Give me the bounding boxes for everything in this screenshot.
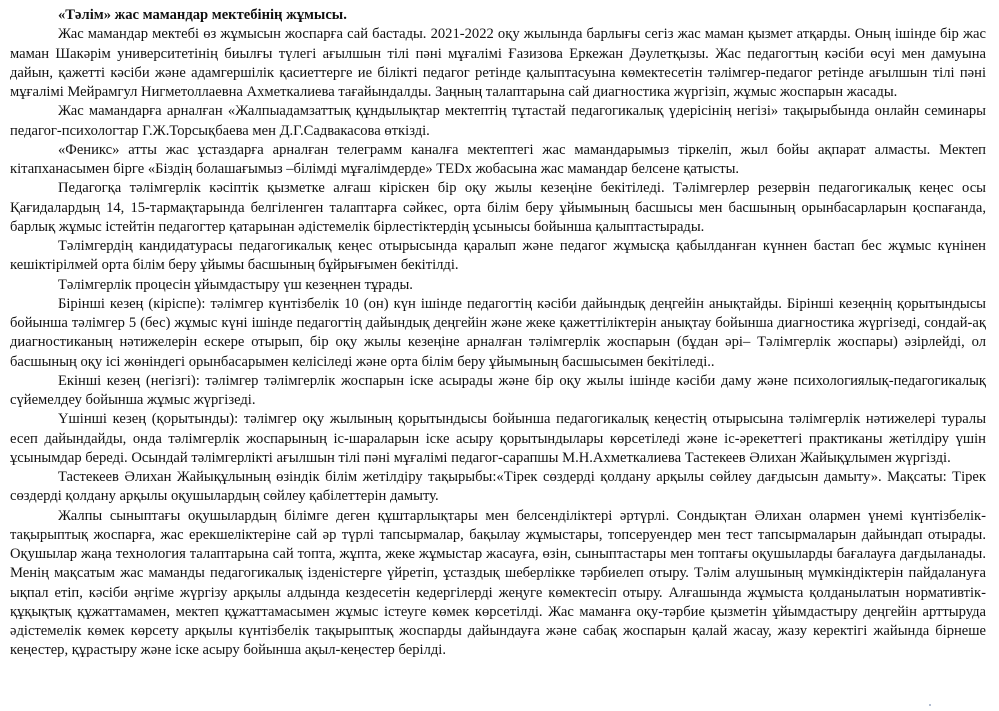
paragraph: Үшінші кезең (қорытынды): тәлімгер оқу жылының қорытындысы бойынша педагогикалық кеңестің отырысына тәлімгерлік нәтижелері туралы есеп дайындайды, онда тәлімгерлік жоспарының іс-шараларын іске асыру қорытындылары көрсетіледі және іс-әрекеттегі практиканы жетілдіру үшін ұсынымдар береді. Осындай тәлімгерлікті ағылшын тілі пәні мұғалімі педагог-сарапшы М.Н.Ахметкалиева Тастекеев Әлихан Жайықұлымен жүргізді. — [10, 411, 986, 466]
paragraph: Жас мамандар мектебі өз жұмысын жоспарға сай бастады. 2021-2022 оқу жылында барлығы сегіз жас маман қызмет атқарды. Оның ішінде бір жас маман Шакәрім университетінің биылғы түлегі ағылшын тілі пәні мұғалімі Ғазизова Еркежан Дәулетқызы. Жас педагогтың кәсіби өсуі мен дамуына дайын, қажетті кәсіби және адамгершілік қасиеттерге ие білікті педагог ретінде қалыптасуына көмектесетін тәлімгер-педагог ретінде ағылшын тілі пәні мұғалімі Мейрамгул Нигметоллаевна Ахметкалиева тағайындалды. Заңның талаптарына сай диагностика жүргізіп, жұмыс жоспарын жасады. — [10, 26, 986, 100]
paragraph: Тәлімгердің кандидатурасы педагогикалық кеңес отырысында қаралып және педагог жұмысқа қабылданған күннен бастап бес жұмыс күнінен кешіктірілмей орта білім беру ұйымы басшының бұйрығымен бекітілді. — [10, 238, 986, 274]
paragraph: Жалпы сыныптағы оқушылардың білімге деген құштарлықтары мен белсенділіктері әртүрлі. Сондықтан Әлихан олармен үнемі күнтізбелік-тақырыптық жоспарға, жас ерекшеліктеріне сай әр түрлі тапсырмалар, бақылау жұмыстары, топсеруендер мен тест тапсырмаларын дайындап отырады. Оқушылар жаңа технология талаптарына сай топта, жұпта, жеке жұмыстар жасауға, өзін, сыныптастары мен топтағы оқушыларды бағалауға дағдыланады. Менің мақсатым жас маманды педагогикалық ізденістерге үйретіп, ұстаздық шеберлікке тәрбиелеп отыру. Тәлім алушының мүмкіндіктерін пайдалануға ықпал етіп, кәсіби әңгіме жүргізу арқылы алдында кездесетін кедергілерді жеңуге көмектесіп отыру. Алғашында жұмыста қолданылатын нормативтік-құқықтық құжаттамамен, мектеп құжаттамасымен жұмыс істеуге көмек көрсетілді. Жас маманға оқу-тәрбие қызметін ұйымдастыру деңгейін арттыруда әдістемелік көмек көрсету арқылы күнтізбелік тақырыптық жоспарды дайындауға және сабақ жоспарын қалай жасау, жазу керектігі жайында бірнеше кеңестер, құрастыру және іске асыру бойынша ақыл-кеңестер берілді. — [10, 507, 986, 659]
paragraph: Жас мамандарға арналған «Жалпыадамзаттық құндылықтар мектептің тұтастай педагогикалық үдерісінің негізі» тақырыбында онлайн семинары педагог-психологтар Г.Ж.Торсықбаева мен Д.Г.Садвакасова өткізді. — [10, 103, 986, 139]
document-body — [10, 6, 986, 661]
paragraph: Тастекеев Әлихан Жайықұлының өзіндік білім жетілдіру тақырыбы:«Тірек сөздерді қолдану арқылы сөйлеу дағдысын дамыту». Мақсаты: Тірек сөздерді қолдану арқылы оқушылардың сөйлеу қабілеттерін дамыту. — [10, 469, 986, 505]
paragraph: Тәлімгерлік процесін ұйымдастыру үш кезеңнен тұрады. — [58, 276, 413, 293]
document-title: «Тәлім» жас мамандар мектебінің жұмысы. — [58, 7, 347, 23]
paragraph: «Феникс» атты жас ұстаздарға арналған телеграмм каналға мектептегі жас мамандарымыз тіркеліп, жыл бойы ақпарат алмасты. Мектеп кітапханасымен бірге «Біздің болашағымыз –білімді мұғалімдерде» TEDx жобасына жас мамандар белсене қатысты. — [10, 141, 986, 177]
page-marker-dot — [929, 704, 931, 706]
paragraph: Бірінші кезең (кіріспе): тәлімгер күнтізбелік 10 (он) күн ішінде педагогтің кәсіби дайындық деңгейін анықтайды. Бірінші кезеңнің қорытындысы бойынша тәлімгер 5 (бес) жұмыс күні ішінде педагогтің дайындық деңгейін және жеке қажеттіліктерін анықтау бойынша диагностика жүргізеді, сондай-ақ диагностиканың нәтижелерін ескере отырып, бір оқу жылы кезеңіне арналған тәлімгерлік жоспарын (бұдан әрі– Тәлімгерлік жоспары) әзірлейді, ол басшының оқу ісі жөніндегі орынбасарымен келісіледі және орта білім беру ұйымының басшысымен бекітіледі.. — [10, 295, 986, 370]
paragraph: Педагогқа тәлімгерлік кәсіптік қызметке алғаш кіріскен бір оқу жылы кезеңіне бекітіледі. Тәлімгерлер резервін педагогикалық кеңес осы Қағидалардың 14, 15-тармақтарында белгіленген талаптарға сәйкес, орта білім беру ұйымының басшысы мен басшының орынбасарларын қоспағанда, барлық жұмыс істейтін педагогтер қатарынан әдістемелік бірлестіктердің ұсынысы бойынша қалыптастырады. — [10, 180, 986, 235]
paragraph: Екінші кезең (негізгі): тәлімгер тәлімгерлік жоспарын іске асырады және бір оқу жылы ішінде кәсіби даму және психологиялық-педагогикалық сүйемелдеу бойынша жұмыс жүргізеді. — [10, 372, 986, 408]
